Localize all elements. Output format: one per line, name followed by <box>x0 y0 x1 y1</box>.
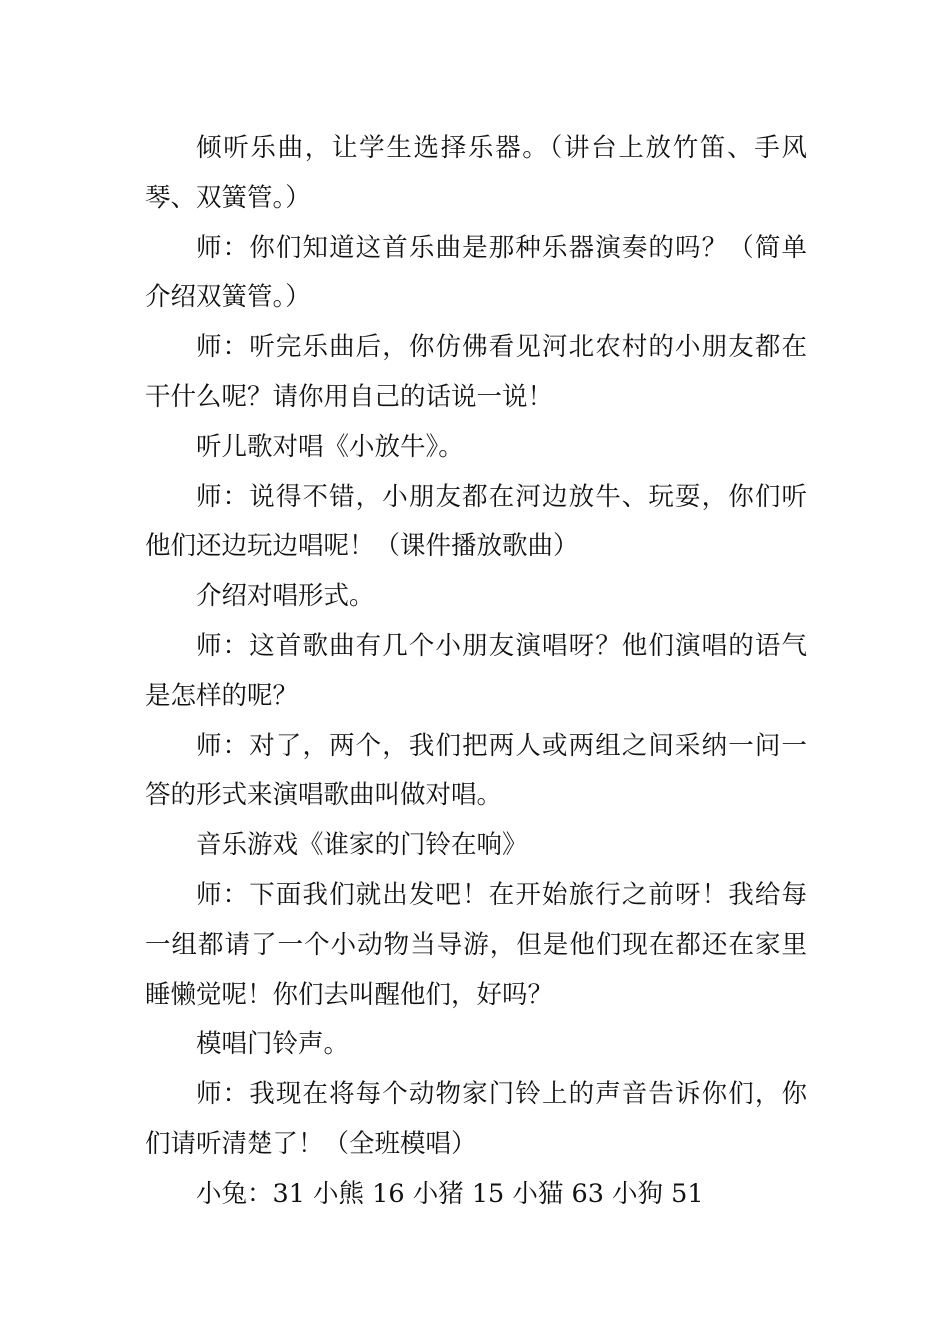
paragraph-teacher-duet-definition: 师：对了，两个，我们把两人或两组之间采纳一问一答的形式来演唱歌曲叫做对唱。 <box>145 730 807 811</box>
paragraph-instrument-selection: 倾听乐曲，让学生选择乐器。（讲台上放竹笛、手风琴、双簧管。） <box>145 133 807 213</box>
paragraph-teacher-after-listening: 师：听完乐曲后，你仿佛看见河北农村的小朋友都在干什么呢？请你用自己的话说一说！ <box>145 332 807 412</box>
paragraph-imitate-doorbell: 模唱门铃声。 <box>196 1029 350 1060</box>
paragraph-teacher-doorbell-sounds: 师：我现在将每个动物家门铃上的声音告诉你们，你们请听清楚了！（全班模唱） <box>145 1079 807 1159</box>
paragraph-teacher-play-song: 师：说得不错，小朋友都在河边放牛、玩耍，你们听他们还边玩边唱呢！（课件播放歌曲） <box>145 481 807 562</box>
paragraph-listen-song: 听儿歌对唱《小放牛》。 <box>196 431 464 462</box>
paragraph-music-game-title: 音乐游戏《谁家的门铃在响》 <box>196 830 528 861</box>
paragraph-teacher-question-instrument: 师：你们知道这首乐曲是那种乐器演奏的吗？（简单介绍双簧管。） <box>145 232 807 313</box>
paragraph-teacher-start-trip: 师：下面我们就出发吧！在开始旅行之前呀！我给每一组都请了一个小动物当导游，但是他们现在都还在家里睡懒觉呢！你们去叫醒他们，好吗？ <box>145 879 807 1010</box>
paragraph-teacher-how-many-singers: 师：这首歌曲有几个小朋友演唱呀？他们演唱的语气是怎样的呢？ <box>145 630 807 711</box>
paragraph-introduce-duet: 介绍对唱形式。 <box>196 581 375 612</box>
paragraph-animal-notes: 小兔：31 小熊 16 小猪 15 小猫 63 小狗 51 <box>196 1178 704 1209</box>
document-page <box>145 124 807 1220</box>
